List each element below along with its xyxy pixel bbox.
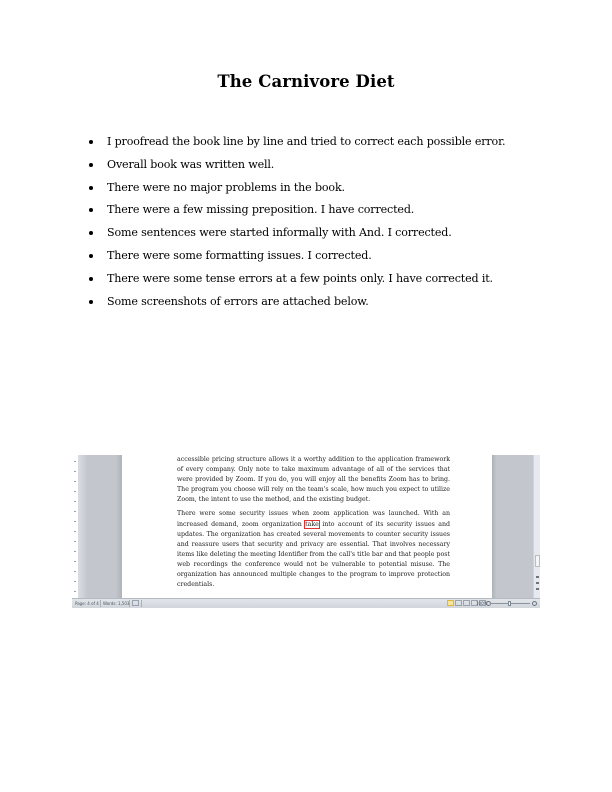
bullet-item: I proofread the book line by line and tried to correct each possible error. [88,134,505,157]
zoom-level[interactable]: 100% [476,601,488,606]
bullet-icon [89,186,93,190]
vertical-ruler [72,455,79,598]
bullet-item: There were a few missing preposition. I have corrected. [88,202,505,225]
paragraph-pricing: accessible pricing structure allows it a worthy addition to the application framework of every company. Only note to take maximum advantage of all of the services that were provided by Zoom. If you do, you will enjoy all the benefits Zoom has to bring. The program you choose will rely on the team's scale, how much you expect to utilize Zoom, the intent to use the method, and the existing budget. [177,456,450,504]
scrollbar-thumb[interactable] [535,555,540,567]
bullet-icon [89,140,93,144]
document-page [122,455,492,598]
previous-page-icon[interactable] [536,576,539,578]
next-page-icon[interactable] [536,588,539,590]
error-highlight-box: take [305,520,319,528]
bullet-item: There were some tense errors at a few points only. I have corrected it. [88,271,505,294]
print-layout-view-icon[interactable] [447,600,454,606]
left-margin-area [79,455,122,598]
bullet-item: Overall book was written well. [88,157,505,180]
bullet-icon [89,254,93,258]
document-body-text [177,455,450,594]
summary-bullet-list [88,134,505,316]
document-title: The Carnivore Diet [217,72,395,91]
status-bar [72,598,540,608]
bullet-icon [89,231,93,235]
full-screen-reading-icon[interactable] [455,600,462,606]
zoom-slider-knob[interactable] [508,601,511,606]
word-count[interactable]: Words: 1,503 [103,601,130,606]
vertical-scrollbar[interactable] [533,455,540,598]
proofing-icon[interactable] [132,600,139,606]
browse-object-icon[interactable] [536,582,539,584]
bullet-icon [89,300,93,304]
embedded-error-screenshot [72,455,540,608]
right-margin-area [492,455,533,598]
bullet-item: Some screenshots of errors are attached below. [88,294,505,317]
bullet-icon [89,163,93,167]
bullet-item: Some sentences were started informally with And. I corrected. [88,225,505,248]
bullet-item: There were no major problems in the book. [88,180,505,203]
bullet-item: There were some formatting issues. I corrected. [88,248,505,271]
web-layout-icon[interactable] [463,600,470,606]
zoom-in-icon[interactable] [532,601,537,606]
bullet-icon [89,208,93,212]
page-count[interactable]: Page: 4 of 4 [75,601,99,606]
bullet-icon [89,277,93,281]
paragraph-security: There were some security issues when zoom application was launched. With an increased demand, zoom organization take into account of its security issues and updates. The organization has created several movements to counter security issues and reassure users that security and privacy are essential. That involves necessary items like deleting the meeting Identifier from the call's title bar and that people post web recordings the conference would not be vulnerable to potential misuse. The organization has announced multiple changes to the program to improve protection credentials. [177,510,450,589]
